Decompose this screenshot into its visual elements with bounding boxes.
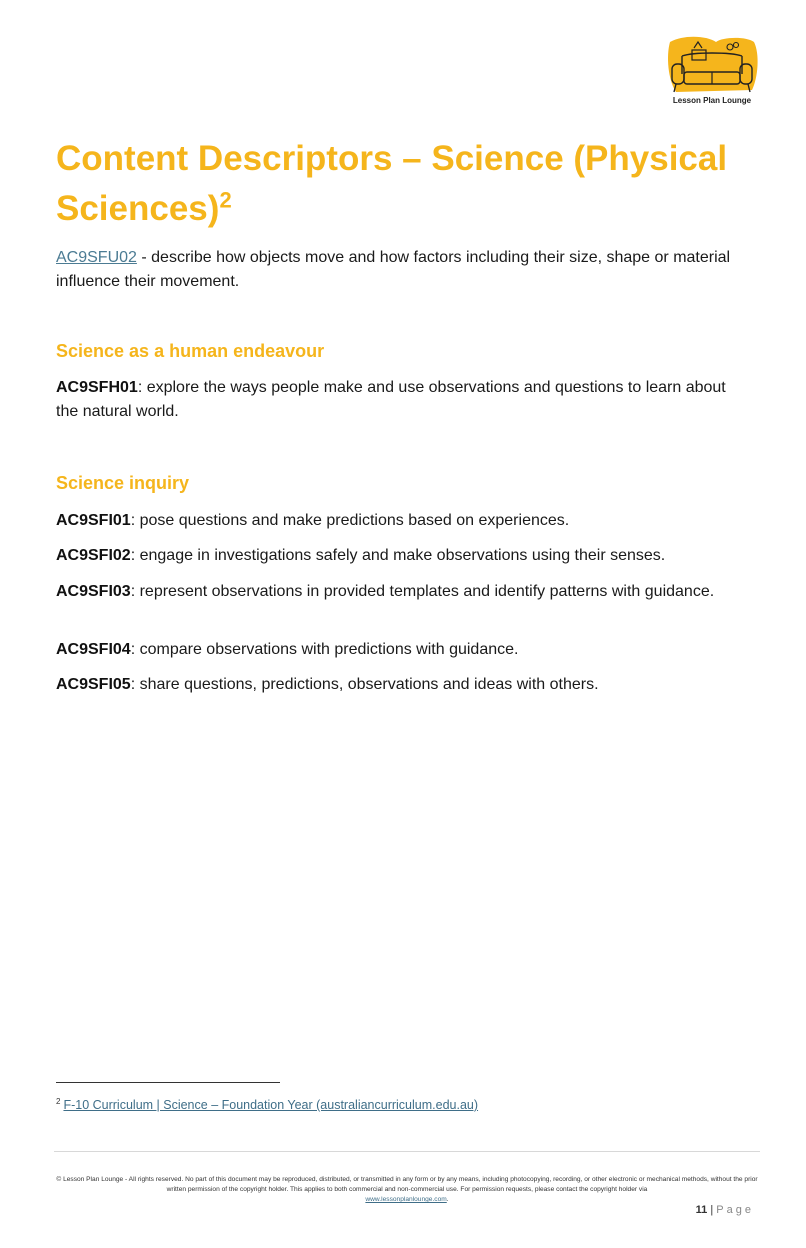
descriptor-text: - describe how objects move and how factors including their size, shape or material influence their movement. xyxy=(56,249,731,290)
descriptor-code: AC9SFH01 xyxy=(56,379,138,396)
sofa-icon xyxy=(664,34,760,96)
descriptor-text: : pose questions and make predictions based on experiences. xyxy=(130,512,570,529)
descriptor-text: : share questions, predictions, observations and ideas with others. xyxy=(130,676,599,693)
page-title-text: Content Descriptors – Science (Physical Sciences) xyxy=(56,139,728,228)
section-heading-science-inquiry: Science inquiry xyxy=(56,473,190,493)
website-link[interactable]: www.lessonplanlounge.com xyxy=(365,1196,447,1203)
descriptor-text: : engage in investigations safely and make observations using their senses. xyxy=(130,547,666,564)
footnote-number: 2 xyxy=(56,1097,61,1106)
logo-text: Lesson Plan Lounge xyxy=(672,96,752,105)
descriptor-text: : represent observations in provided templates and identify patterns with guidance. xyxy=(130,583,715,600)
section-heading-human-endeavour: Science as a human endeavour xyxy=(56,341,325,361)
page-number-value: 11 xyxy=(695,1204,708,1216)
descriptor-code-link[interactable]: AC9SFU02 xyxy=(56,249,137,266)
descriptor-item xyxy=(56,580,746,604)
intro-descriptor xyxy=(56,246,746,293)
page-word: Page xyxy=(716,1204,754,1216)
brand-logo xyxy=(664,34,760,108)
descriptor-code: AC9SFI01 xyxy=(56,512,131,529)
page-number xyxy=(696,1204,754,1216)
copyright-text: © Lesson Plan Lounge - All rights reserved. No part of this document may be reproduced, distributed, or transmitted in any form or by any means, including photocopying, recording, or other electronic or mechanical methods, without the prior written permission of the copyright holder. This applies to both commercial and non-commercial use. For permission requests, please contact the copyright holder via xyxy=(56,1176,758,1193)
page-title xyxy=(56,134,756,234)
descriptor-code: AC9SFI05 xyxy=(56,676,131,693)
descriptor-item xyxy=(56,673,746,697)
descriptor-item xyxy=(56,544,746,568)
footer-divider xyxy=(54,1151,760,1152)
descriptor-item xyxy=(56,376,746,423)
descriptor-text: : compare observations with predictions with guidance. xyxy=(130,641,519,658)
page-separator: | xyxy=(707,1204,717,1216)
footnote-link[interactable]: F-10 Curriculum | Science – Foundation Year (australiancurriculum.edu.au) xyxy=(63,1098,479,1113)
footnote xyxy=(56,1097,478,1112)
descriptor-item xyxy=(56,509,746,533)
copyright-notice: © Lesson Plan Lounge - All rights reserved. No part of this document may be reproduced, distributed, or transmitted in any form or by any means, including photocopying, recording, or other electronic or mechanical methods, without the prior written permission of the copyright holder. This applies to both commercial and non-commercial use. For permission requests, please contact the copyright holder via www.lessonplanlounge.com. xyxy=(56,1176,758,1203)
footnote-divider xyxy=(56,1082,280,1083)
descriptor-code: AC9SFI04 xyxy=(56,641,131,658)
descriptor-code: AC9SFI02 xyxy=(56,547,131,564)
descriptor-code: AC9SFI03 xyxy=(56,583,131,600)
descriptor-text: : explore the ways people make and use observations and questions to learn about the natural world. xyxy=(56,379,726,420)
descriptor-item xyxy=(56,638,746,662)
footnote-reference[interactable]: 2 xyxy=(219,187,232,213)
